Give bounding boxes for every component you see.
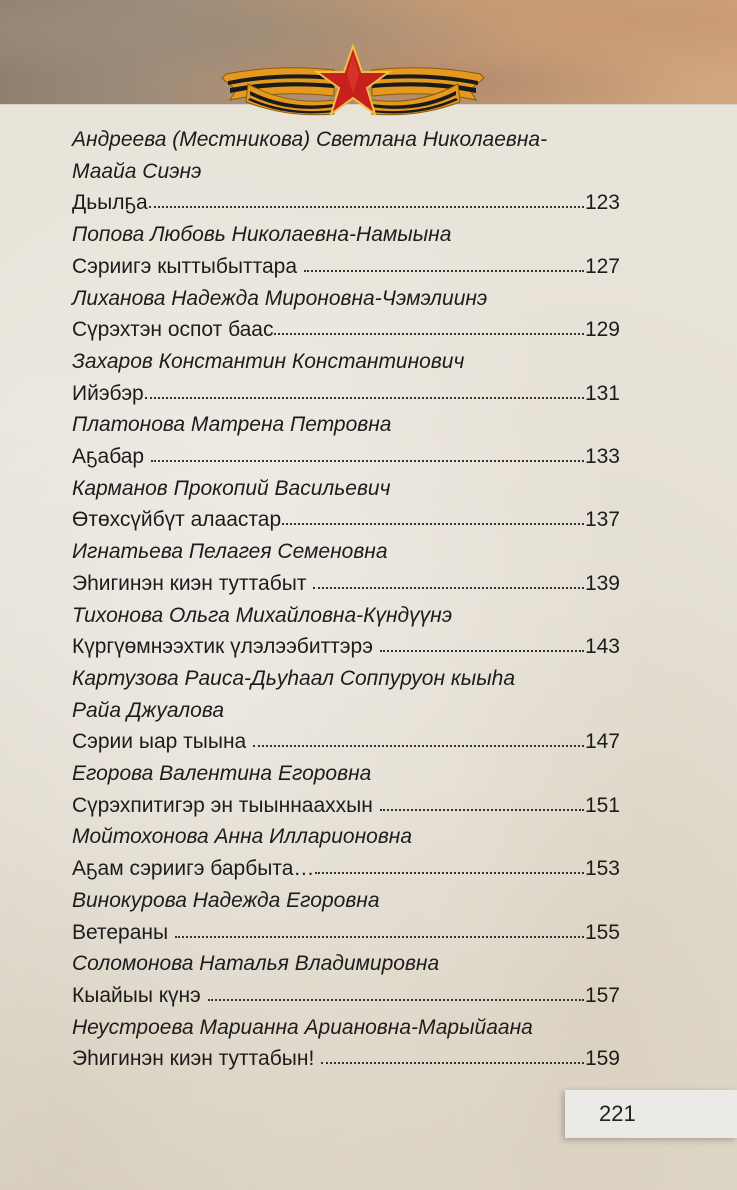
toc-author: Соломонова Наталья Владимировна xyxy=(72,952,440,976)
toc-author: Лиханова Надежда Мироновна-Чэмэлиинэ xyxy=(72,286,488,310)
page-number: 221 xyxy=(599,1101,636,1126)
toc-author: Игнатьева Пелагея Семеновна xyxy=(72,540,388,564)
toc-title-line[interactable] xyxy=(72,251,620,283)
toc-title: Өтөхсүйбүт алаастар xyxy=(72,508,282,532)
toc-page-number: 131 xyxy=(584,381,620,405)
toc-title: Күргүөмнээхтик үлэлээбиттэрэ xyxy=(72,635,379,659)
toc-author: Маайа Сиэнэ xyxy=(72,159,202,183)
dot-leader xyxy=(274,333,583,335)
toc-page-number: 155 xyxy=(584,920,620,944)
toc-entry xyxy=(72,124,620,219)
toc-entry xyxy=(72,346,620,409)
toc-entry xyxy=(72,409,620,472)
toc-page-number: 157 xyxy=(584,983,620,1007)
toc-author: Платонова Матрена Петровна xyxy=(72,413,392,437)
toc-title: Эһигинэн киэн туттабыт xyxy=(72,571,313,595)
star-with-st-george-ribbon-icon xyxy=(218,44,488,120)
toc-author: Егорова Валентина Егоровна xyxy=(72,762,372,786)
dot-leader xyxy=(175,936,584,938)
toc-page-number: 143 xyxy=(584,635,620,659)
toc-entry xyxy=(72,536,620,599)
dot-leader xyxy=(149,206,584,208)
dot-leader xyxy=(380,650,584,652)
dot-leader xyxy=(321,1062,584,1064)
toc-title-line[interactable] xyxy=(72,1043,620,1075)
toc-entry xyxy=(72,1012,620,1075)
toc-title: Сүрэхпитигэр эн тыыннааххын xyxy=(72,793,379,817)
dot-leader xyxy=(151,460,584,462)
toc-page-number: 159 xyxy=(584,1047,620,1071)
toc-title: Аҕам сэриигэ барбыта… xyxy=(72,857,315,881)
toc-entry xyxy=(72,821,620,884)
toc-page-number: 127 xyxy=(584,254,620,278)
toc-entry xyxy=(72,758,620,821)
toc-title-line[interactable] xyxy=(72,980,620,1012)
toc-title: Сүрэхтэн оспот баас xyxy=(72,318,274,342)
toc-title-line[interactable] xyxy=(72,917,620,949)
toc-title-line[interactable] xyxy=(72,790,620,822)
toc-author: Винокурова Надежда Егоровна xyxy=(72,888,380,912)
dot-leader xyxy=(315,872,584,874)
toc-title: Аҕабар xyxy=(72,445,150,469)
toc-page-number: 123 xyxy=(584,191,620,215)
toc-author: Захаров Константин Константинович xyxy=(72,349,465,373)
toc-author: Райа Джуалова xyxy=(72,698,224,722)
toc-title-line[interactable] xyxy=(72,378,620,410)
toc-page-number: 137 xyxy=(584,508,620,532)
toc-title-line[interactable] xyxy=(72,441,620,473)
toc-author: Картузова Раиса-Дьуһаал Соппуруон кыыһа xyxy=(72,666,516,690)
toc-entry xyxy=(72,473,620,536)
dot-leader xyxy=(282,523,584,525)
toc-author: Карманов Прокопий Васильевич xyxy=(72,476,391,500)
dot-leader xyxy=(380,809,584,811)
toc-title-line[interactable] xyxy=(72,726,620,758)
page-number-tab xyxy=(565,1090,737,1138)
toc-author: Неустроева Марианна Ариановна-Марыйаана xyxy=(72,1015,533,1039)
toc-entry xyxy=(72,219,620,282)
dot-leader xyxy=(208,999,584,1001)
dot-leader xyxy=(145,397,584,399)
toc-title: Кыайыы күнэ xyxy=(72,983,207,1007)
toc-author: Андреева (Местникова) Светлана Николаевна- xyxy=(72,128,548,151)
toc-page-number: 129 xyxy=(584,318,620,342)
toc-entry xyxy=(72,663,620,758)
dot-leader xyxy=(304,270,584,272)
toc-title-line[interactable] xyxy=(72,568,620,600)
toc-title-line[interactable] xyxy=(72,314,620,346)
toc-page-number: 147 xyxy=(584,730,620,754)
toc-page-number: 139 xyxy=(584,571,620,595)
toc-title-line[interactable] xyxy=(72,853,620,885)
toc-title-line[interactable] xyxy=(72,504,620,536)
toc-page-number: 133 xyxy=(584,445,620,469)
toc-title-line[interactable] xyxy=(72,187,620,219)
toc-title: Ветераны xyxy=(72,920,174,944)
table-of-contents xyxy=(72,124,620,1075)
toc-entry xyxy=(72,283,620,346)
toc-page-number: 151 xyxy=(584,793,620,817)
toc-title: Ийэбэр xyxy=(72,381,144,405)
toc-author: Тихонова Ольга Михайловна-Күндүүнэ xyxy=(72,603,453,627)
toc-title-line[interactable] xyxy=(72,631,620,663)
toc-author: Попова Любовь Николаевна-Намыына xyxy=(72,223,452,247)
dot-leader xyxy=(313,587,584,589)
toc-title: Эһигинэн киэн туттабын! xyxy=(72,1047,321,1071)
toc-entry xyxy=(72,600,620,663)
dot-leader xyxy=(253,745,584,747)
toc-title: Дьылҕа xyxy=(72,191,148,215)
toc-entry xyxy=(72,948,620,1011)
toc-title: Сэриигэ кыттыбыттара xyxy=(72,254,303,278)
toc-entry xyxy=(72,885,620,948)
toc-title: Сэрии ыар тыына xyxy=(72,730,253,754)
toc-page-number: 153 xyxy=(584,857,620,881)
toc-author: Мойтохонова Анна Илларионовна xyxy=(72,825,413,849)
